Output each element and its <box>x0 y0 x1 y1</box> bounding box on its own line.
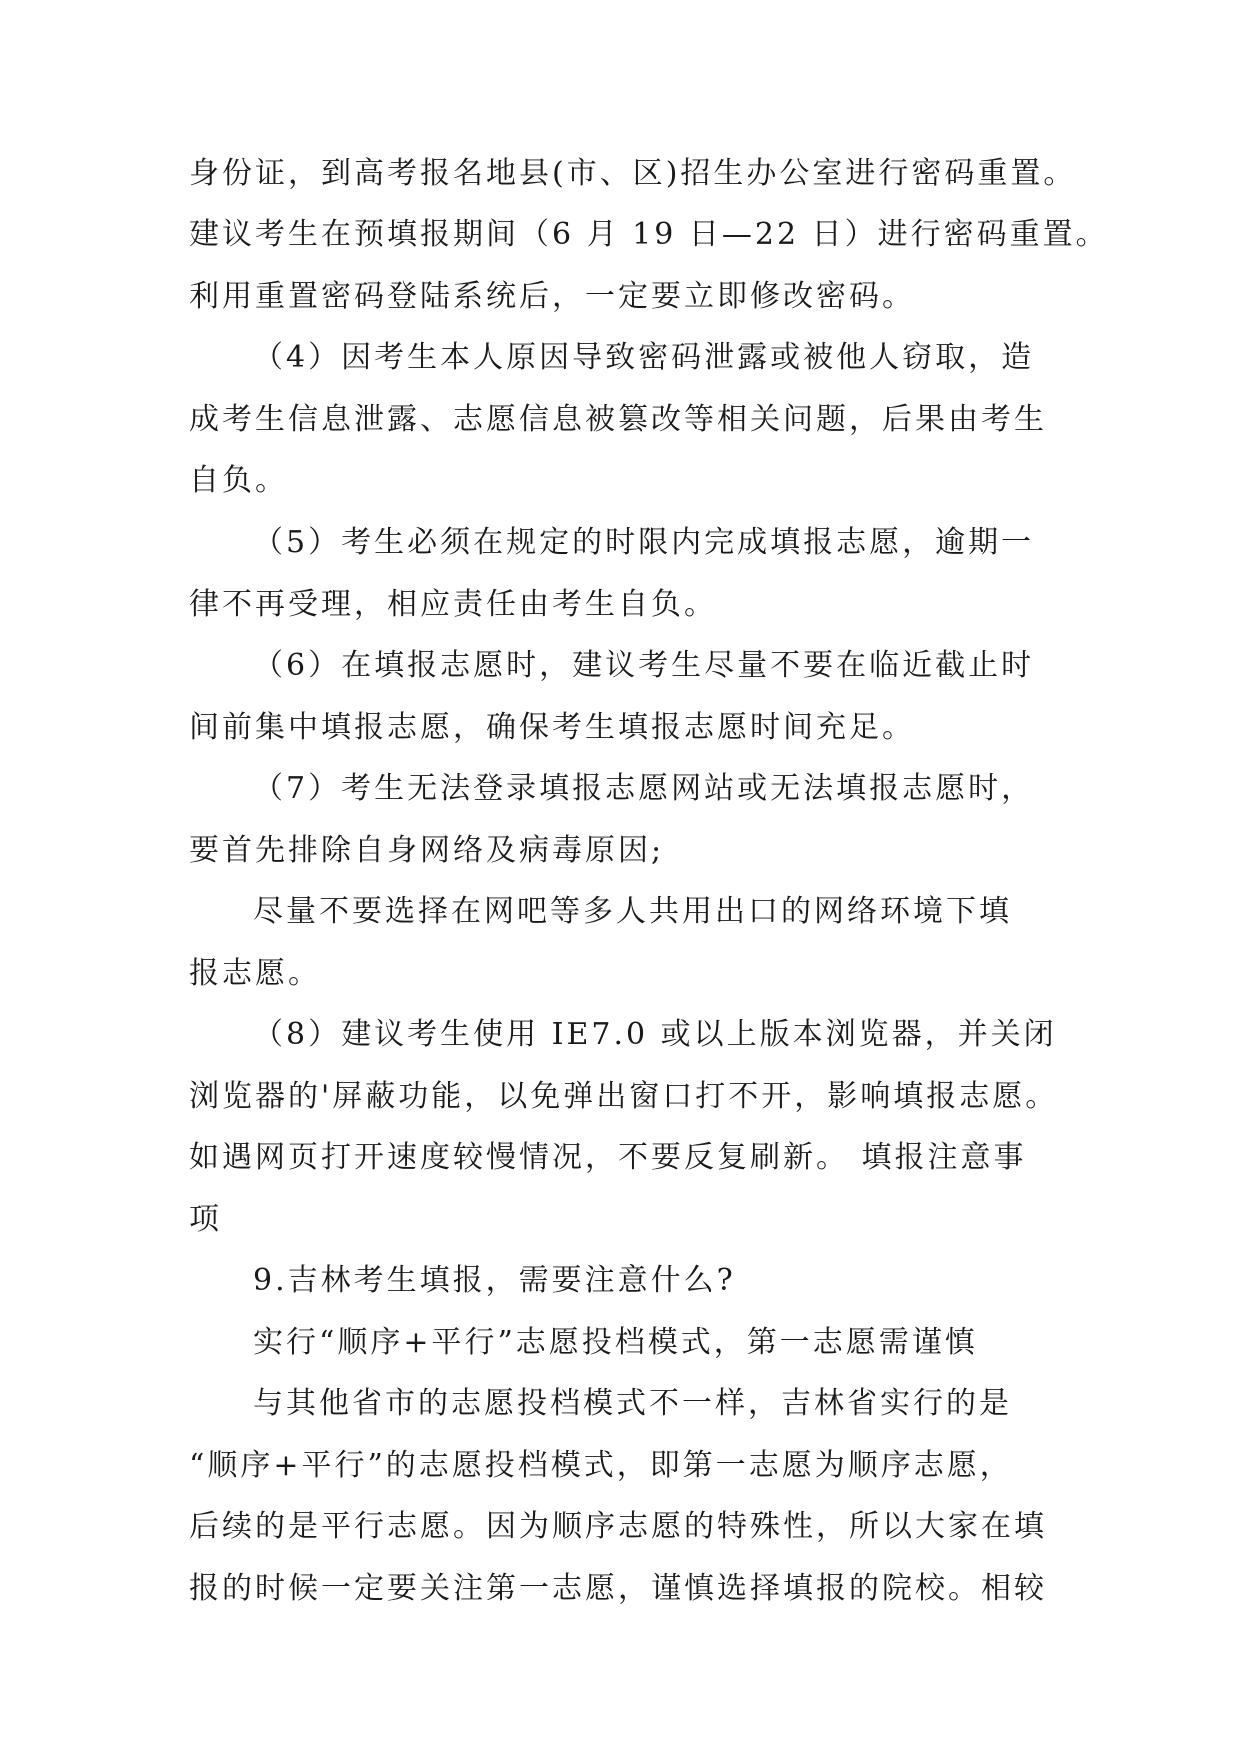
text-line: 身份证，到高考报名地县(市、区)招生办公室进行密码重置。 <box>189 156 1077 191</box>
text-line: 项 <box>189 1202 222 1237</box>
text-line: （5）考生必须在规定的时限内完成填报志愿，逾期一 <box>253 525 1035 560</box>
text-line: 报的时候一定要关注第一志愿，谨慎选择填报的院校。相较 <box>189 1571 1047 1606</box>
text-line: “顺序+平行”的志愿投档模式，即第一志愿为顺序志愿， <box>189 1448 1013 1483</box>
section-heading: 9.吉林考生填报，需要注意什么? <box>253 1263 736 1298</box>
text-line: （4）因考生本人原因导致密码泄露或被他人窃取，造 <box>253 340 1035 375</box>
text-line: 尽量不要选择在网吧等多人共用出口的网络环境下填 <box>253 894 1012 929</box>
text-line: （7）考生无法登录填报志愿网站或无法填报志愿时， <box>253 771 1035 806</box>
subheading: 实行“顺序+平行”志愿投档模式，第一志愿需谨慎 <box>253 1325 978 1360</box>
text-line: 律不再受理，相应责任由考生自负。 <box>189 587 717 622</box>
text-line: 成考生信息泄露、志愿信息被篡改等相关问题，后果由考生 <box>189 402 1047 437</box>
text-line: 如遇网页打开速度较慢情况，不要反复刷新。 填报注意事 <box>189 1140 1027 1175</box>
text-line: 报志愿。 <box>189 956 321 991</box>
text-line: 后续的是平行志愿。因为顺序志愿的特殊性，所以大家在填 <box>189 1509 1047 1544</box>
text-line: 要首先排除自身网络及病毒原因; <box>189 833 665 868</box>
text-line: （8）建议考生使用 IE7.0 或以上版本浏览器，并关闭 <box>253 1017 1057 1052</box>
text-line: （6）在填报志愿时，建议考生尽量不要在临近截止时 <box>253 648 1035 683</box>
text-line: 间前集中填报志愿，确保考生填报志愿时间充足。 <box>189 710 915 745</box>
text-line: 建议考生在预填报期间（6 月 19 日—22 日）进行密码重置。 <box>189 217 1109 252</box>
text-line: 浏览器的'屏蔽功能，以免弹出窗口打不开，影响填报志愿。 <box>189 1079 1059 1114</box>
text-line: 与其他省市的志愿投档模式不一样，吉林省实行的是 <box>253 1386 1012 1421</box>
text-line: 自负。 <box>189 463 288 498</box>
text-line: 利用重置密码登陆系统后，一定要立即修改密码。 <box>189 279 915 314</box>
